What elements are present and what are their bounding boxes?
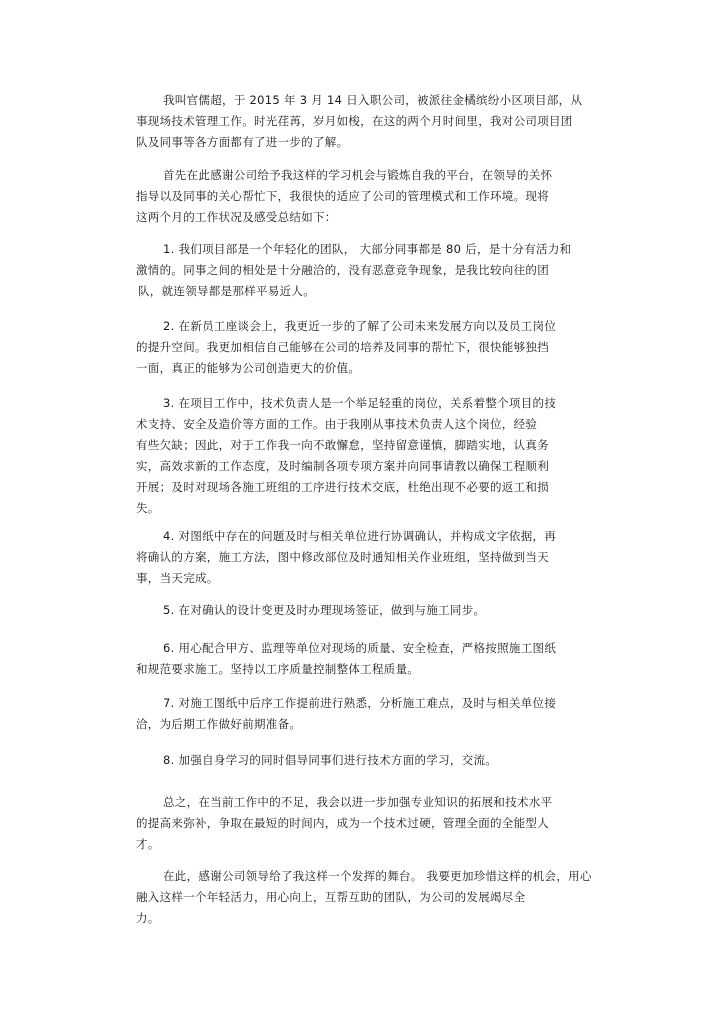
text-line: 队，就连领导都是那样平易近人。 (138, 284, 315, 298)
text-line: 总之，在当前工作中的不足，我会以进一步加强专业知识的拓展和技术水平 (163, 795, 553, 809)
text-line: 首先在此感谢公司给予我这样的学习机会与锻炼自我的平台，在领导的关怀 (163, 168, 553, 182)
text-line: 5. 在对确认的设计变更及时办理现场签证，做到与施工同步。 (163, 603, 486, 617)
text-line: 力。 (136, 911, 160, 925)
text-line: 有些欠缺；因此，对于工作我一向不敢懈怠，坚持留意谨慎，脚踏实地，认真务 (136, 438, 549, 452)
paragraph-item-1 (136, 239, 586, 302)
text-line: 才。 (136, 837, 160, 851)
text-line: 实，高效求新的工作态度，及时编制各项专项方案并向同事请教以确保工程顺利 (136, 459, 549, 473)
text-line: 和规范要求施工。坚持以工序质量控制整体工程质量。 (136, 662, 420, 676)
text-line: 将确认的方案，施工方法，图中修改部位及时通知相关作业班组，坚持做到当天 (136, 550, 549, 564)
paragraph-item-4 (136, 526, 586, 589)
text-line: 激情的。同事之间的相处是十分融洽的，没有恶意竞争现象，是我比较向往的团 (136, 263, 549, 277)
text-line: 事现场技术管理工作。时光荏苒，岁月如梭，在这的两个月时间里，我对公司项目团 (136, 114, 573, 128)
text-line: 洽，为后期工作做好前期准备。 (136, 717, 302, 731)
paragraph-thanks (136, 165, 586, 228)
paragraph-intro (136, 90, 586, 153)
paragraph-item-2 (136, 316, 586, 379)
text-line: 失。 (136, 501, 160, 515)
text-line: 指导以及同事的关心帮忙下，我很快的适应了公司的管理模式和工作环境。现将 (136, 189, 549, 203)
text-line: 4. 对图纸中存在的问题及时与相关单位进行协调确认，并构成文字依据，再 (163, 529, 557, 543)
text-line: 术支持、安全及造价等方面的工作。由于我刚从事技术负责人这个岗位，经验 (136, 417, 538, 431)
text-line: 队及同事等各方面都有了进一步的了解。 (136, 135, 349, 149)
paragraph-item-7 (136, 693, 586, 735)
text-line: 7. 对施工图纸中后序工作提前进行熟悉，分析施工难点，及时与相关单位接 (163, 696, 557, 710)
text-line: 我叫官儒超，于 2015 年 3 月 14 日入职公司，被派往金橘缤纷小区项目部，从 (163, 93, 583, 107)
text-line: 1. 我们项目部是一个年轻化的团队， 大部分同事都是 80 后，是十分有活力和 (163, 242, 572, 256)
text-line: 的提高来弥补，争取在最短的时间内，成为一个技术过硬，管理全面的全能型人 (136, 816, 549, 830)
text-line: 这两个月的工作状况及感受总结如下： (136, 210, 337, 224)
text-line: 3. 在项目工作中，技术负责人是一个举足轻重的岗位，关系着整个项目的技 (163, 396, 557, 410)
text-line: 的提升空间。我更加相信自己能够在公司的培养及同事的帮忙下，很快能够独挡 (136, 340, 549, 354)
paragraph-closing (136, 866, 592, 929)
text-line: 6. 用心配合甲方、监理等单位对现场的质量、安全检查，严格按照施工图纸 (163, 641, 557, 655)
text-line: 在此，感谢公司领导给了我这样一个发挥的舞台。 我要更加珍惜这样的机会，用心 (163, 869, 592, 883)
paragraph-summary (136, 792, 586, 855)
text-line: 8. 加强自身学习的同时倡导同事们进行技术方面的学习，交流。 (163, 753, 498, 767)
text-line: 开展；及时对现场各施工班组的工序进行技术交底，杜绝出现不必要的返工和损 (136, 480, 549, 494)
text-line: 2. 在新员工座谈会上，我更近一步的了解了公司未来发展方向以及员工岗位 (163, 319, 557, 333)
paragraph-item-3 (136, 393, 586, 519)
paragraph-item-6 (136, 638, 586, 680)
text-line: 事，当天完成。 (136, 571, 219, 585)
text-line: 一面，真正的能够为公司创造更大的价值。 (136, 361, 361, 375)
text-line: 融入这样一个年轻活力，用心向上，互帮互助的团队，为公司的发展竭尽全 (136, 890, 526, 904)
paragraph-item-5 (136, 600, 586, 621)
paragraph-item-8 (136, 750, 586, 771)
